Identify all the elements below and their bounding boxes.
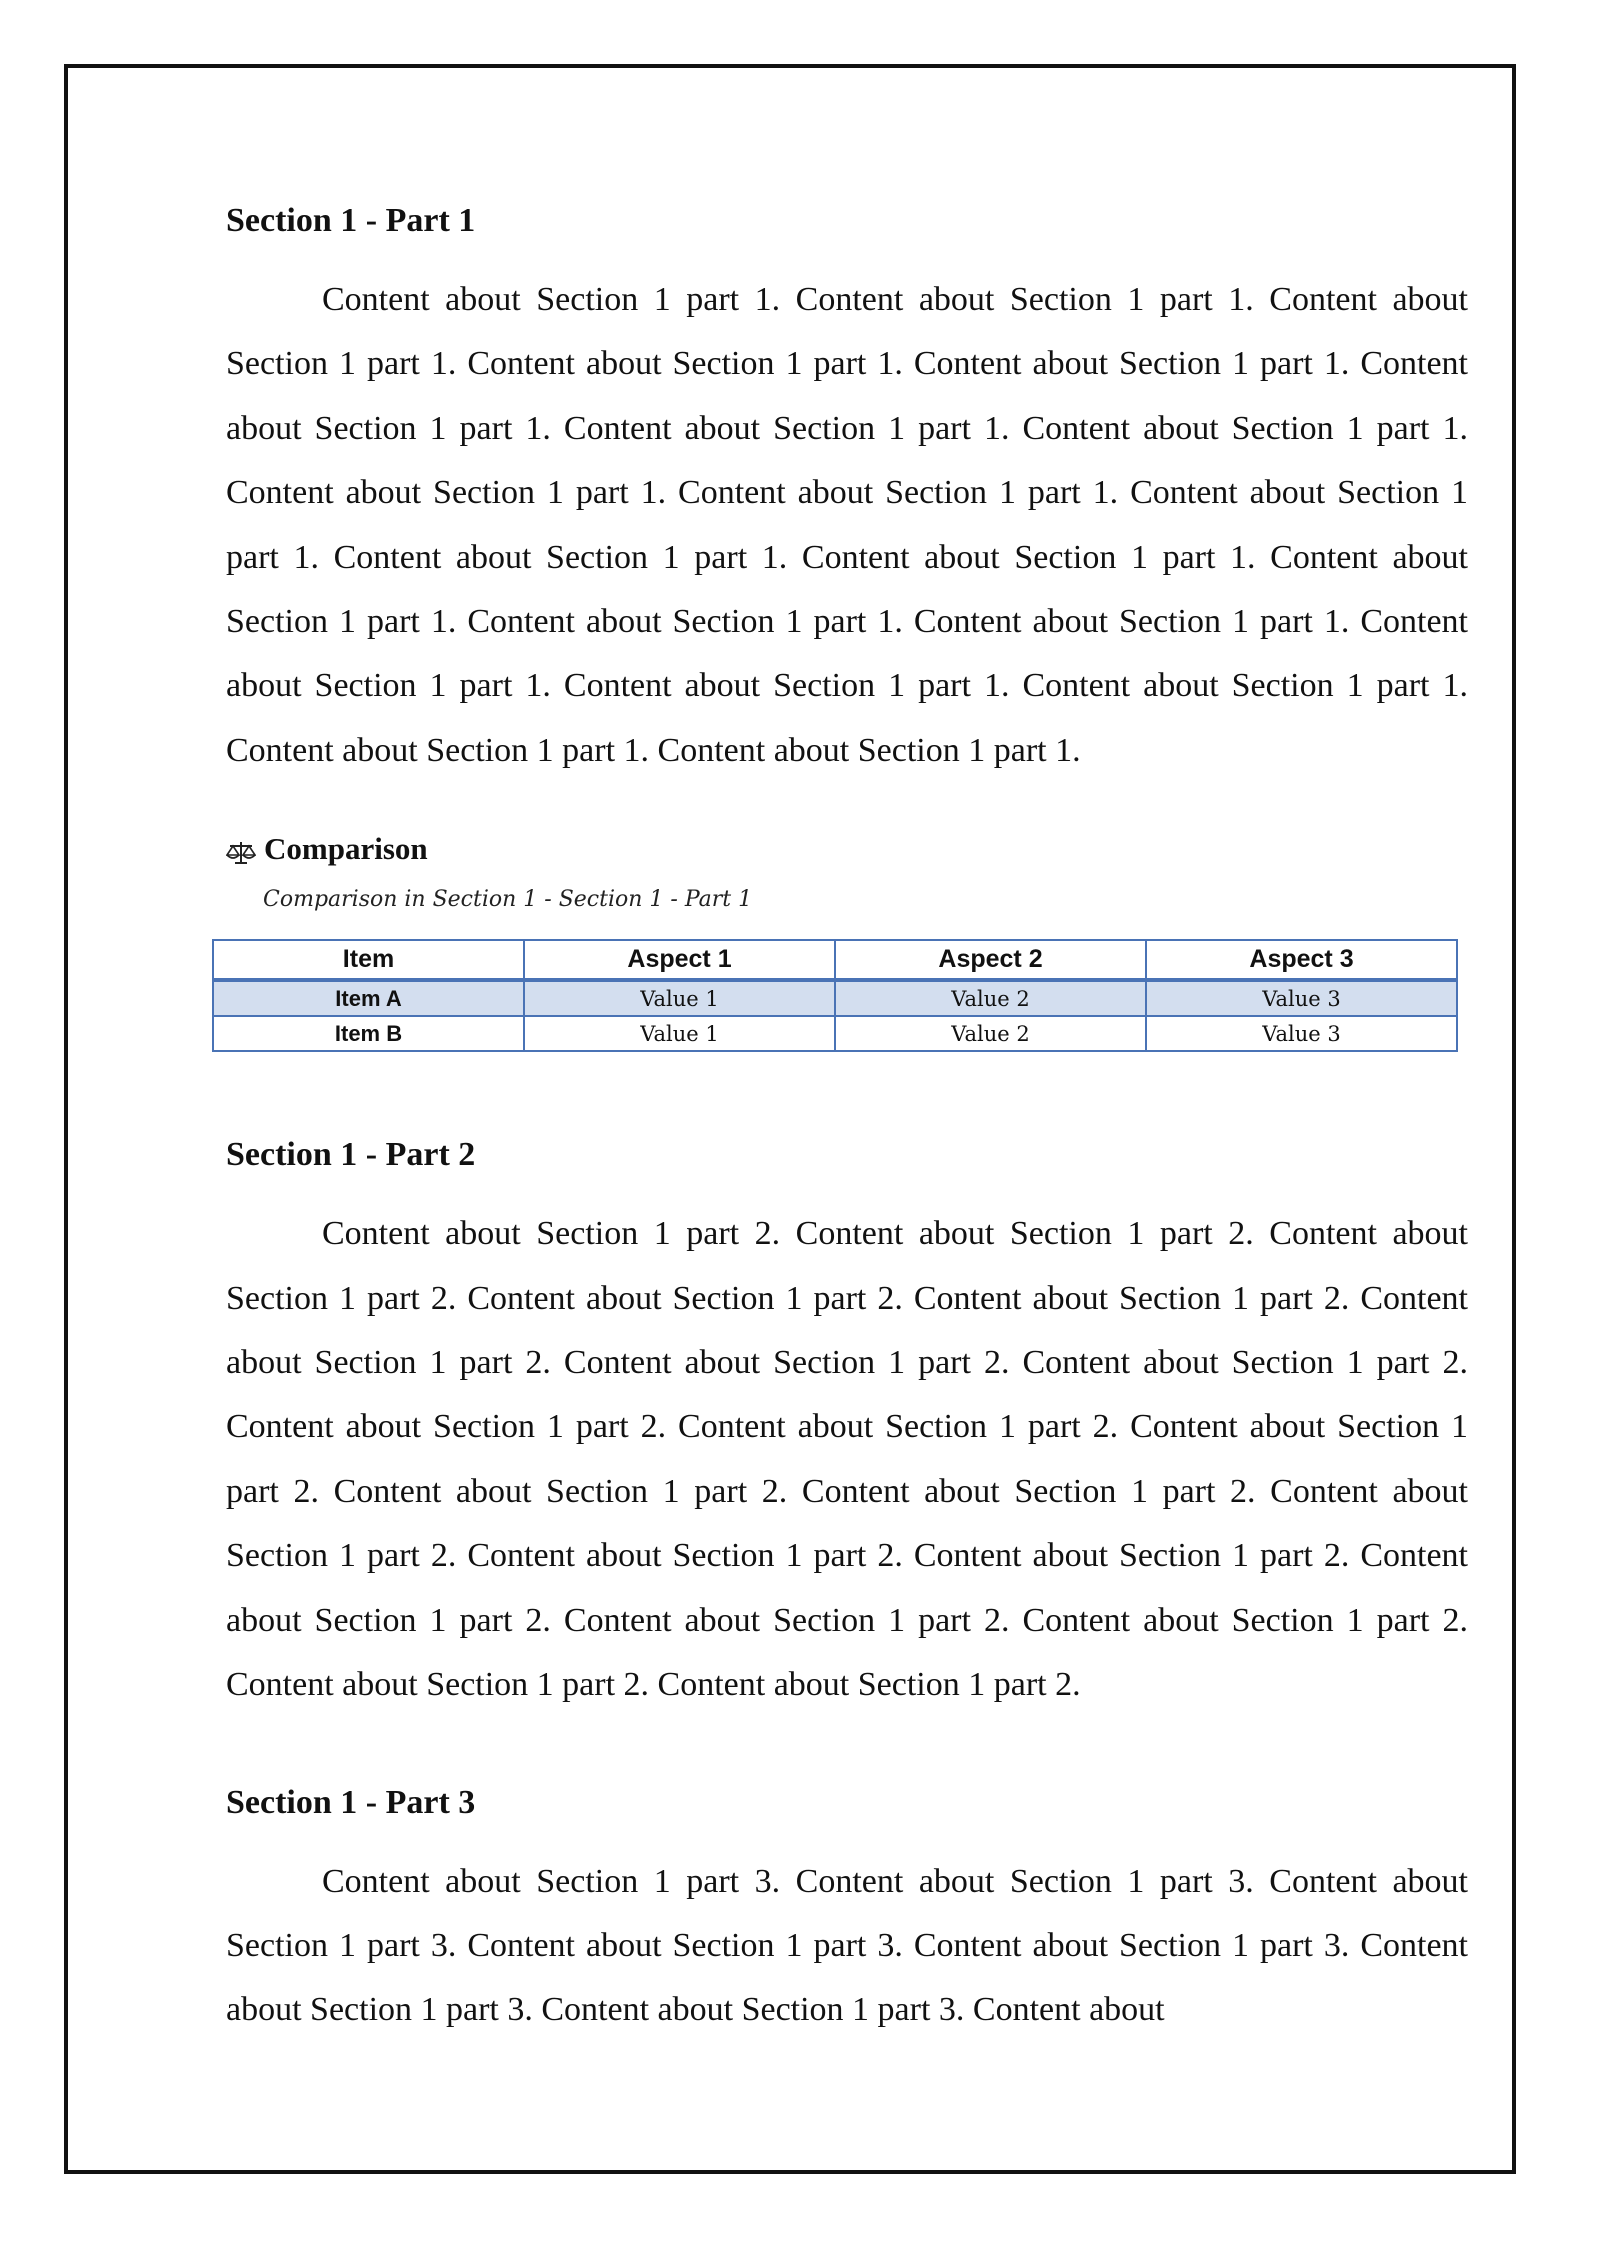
table-row (213, 980, 1457, 1016)
table-cell: Value 1 (524, 980, 835, 1016)
table-row (213, 1016, 1457, 1051)
column-header-aspect-3: Aspect 3 (1146, 940, 1457, 980)
section-body: Content about Section 1 part 3. Content about Section 1 part 3. Content about Section 1 part 3. Content about Section 1 part 3. Content about Section 1 part 3. Content about Section 1 part 3. Content about Section 1 part 3. Content about (226, 1862, 1468, 2029)
column-header-item: Item (213, 940, 524, 980)
table-cell: Value 2 (835, 980, 1146, 1016)
table-cell: Value 2 (835, 1016, 1146, 1051)
table-cell-item: Item B (213, 1016, 524, 1051)
table-cell: Value 1 (524, 1016, 835, 1051)
table-cell: Value 3 (1146, 1016, 1457, 1051)
column-header-aspect-1: Aspect 1 (524, 940, 835, 980)
table-cell: Value 3 (1146, 980, 1457, 1016)
table-caption: Comparison in Section 1 - Section 1 - Part 1 (263, 887, 753, 913)
balance-scale-icon (226, 836, 256, 862)
section-heading: Section 1 - Part 3 (226, 1783, 476, 1821)
document-content (226, 196, 1468, 2043)
section-heading: Section 1 - Part 2 (226, 1136, 476, 1174)
column-header-aspect-2: Aspect 2 (835, 940, 1146, 980)
comparison-title: Comparison (264, 831, 428, 867)
table-header-row (213, 940, 1457, 980)
section-body: Content about Section 1 part 2. Content about Section 1 part 2. Content about Section 1 part 2. Content about Section 1 part 2. Content about Section 1 part 2. Content about Section 1 part 2. Content about Section 1 part 2. Content about Section 1 part 2. Content about Section 1 part 2. Content about Section 1 part 2. Content about Section 1 part 2. Content about Section 1 part 2. Content about Section 1 part 2. Content about Section 1 part 2. Content about Section 1 part 2. Content about Section 1 part 2. Content about Section 1 part 2. Content about Section 1 part 2. Content about Section 1 part 2. Content about Section 1 part 2. Content about Section 1 part 2. (226, 1215, 1468, 1704)
section-heading: Section 1 - Part 1 (226, 202, 476, 239)
table-cell-item: Item A (213, 980, 524, 1016)
comparison-table (212, 939, 1458, 1052)
section-body: Content about Section 1 part 1. Content about Section 1 part 1. Content about Section 1 part 1. Content about Section 1 part 1. Content about Section 1 part 1. Content about Section 1 part 1. Content about Section 1 part 1. Content about Section 1 part 1. Content about Section 1 part 1. Content about Section 1 part 1. Content about Section 1 part 1. Content about Section 1 part 1. Content about Section 1 part 1. Content about Section 1 part 1. Content about Section 1 part 1. Content about Section 1 part 1. Content about Section 1 part 1. Content about Section 1 part 1. Content about Section 1 part 1. Content about Section 1 part 1. Content about Section 1 part 1. (226, 281, 1468, 769)
comparison-heading (226, 829, 1468, 869)
